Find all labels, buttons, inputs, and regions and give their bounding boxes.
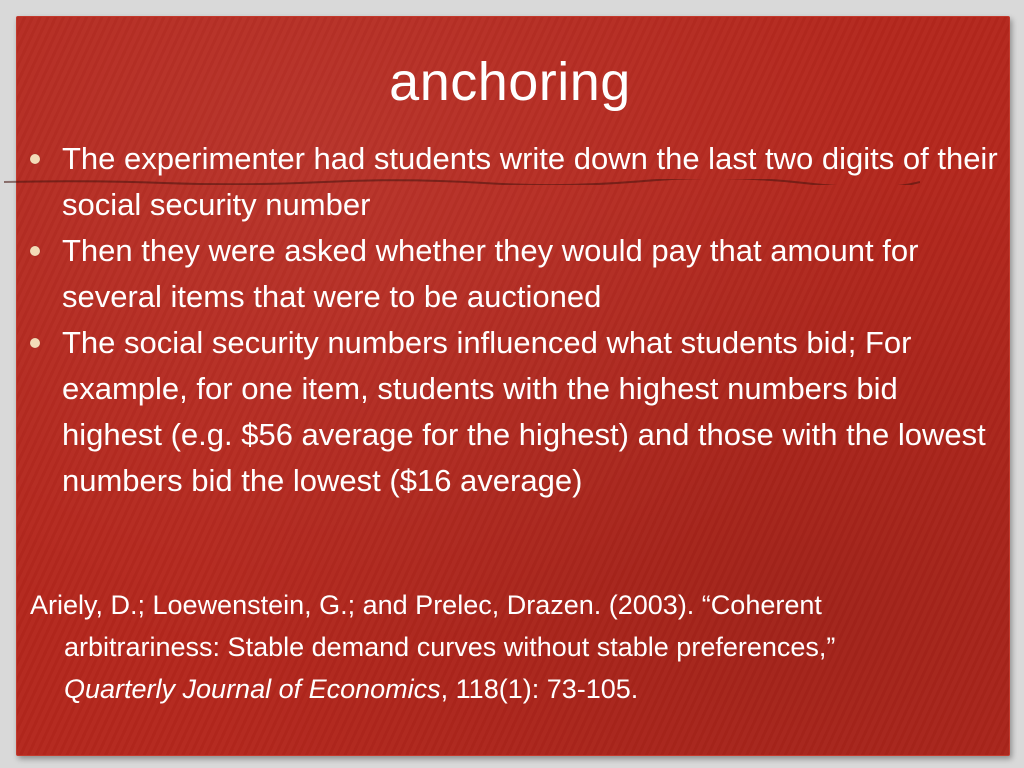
slide-title: anchoring — [389, 52, 631, 112]
bullet-icon — [30, 246, 40, 256]
bullet-text: Then they were asked whether they would pay that amount for several items that were to be auctioned — [62, 233, 919, 314]
citation-line-1: Ariely, D.; Loewenstein, G.; and Prelec, Drazen. (2003). “Coherent — [30, 590, 822, 620]
bullet-icon — [30, 154, 40, 164]
bullet-list — [62, 136, 1002, 504]
citation-volume: , 118(1): 73-105. — [440, 674, 639, 704]
bullet-text: The social security numbers influenced what students bid; For example, for one item, students with the highest numbers bid highest (e.g. $56 average for the highest) and those with the lowest numbers bid the lowest ($16 average) — [62, 325, 986, 498]
bullet-icon — [30, 338, 40, 348]
bullet-item — [62, 136, 1002, 228]
bullet-item — [62, 320, 1002, 504]
citation-line-3 — [30, 668, 990, 710]
citation-journal: Quarterly Journal of Economics — [64, 674, 441, 704]
citation — [30, 584, 990, 710]
citation-line-2: arbitrariness: Stable demand curves without stable preferences,” — [64, 632, 836, 662]
bullet-item — [62, 228, 1002, 320]
bullet-text: The experimenter had students write down the last two digits of their social security number — [62, 141, 998, 222]
